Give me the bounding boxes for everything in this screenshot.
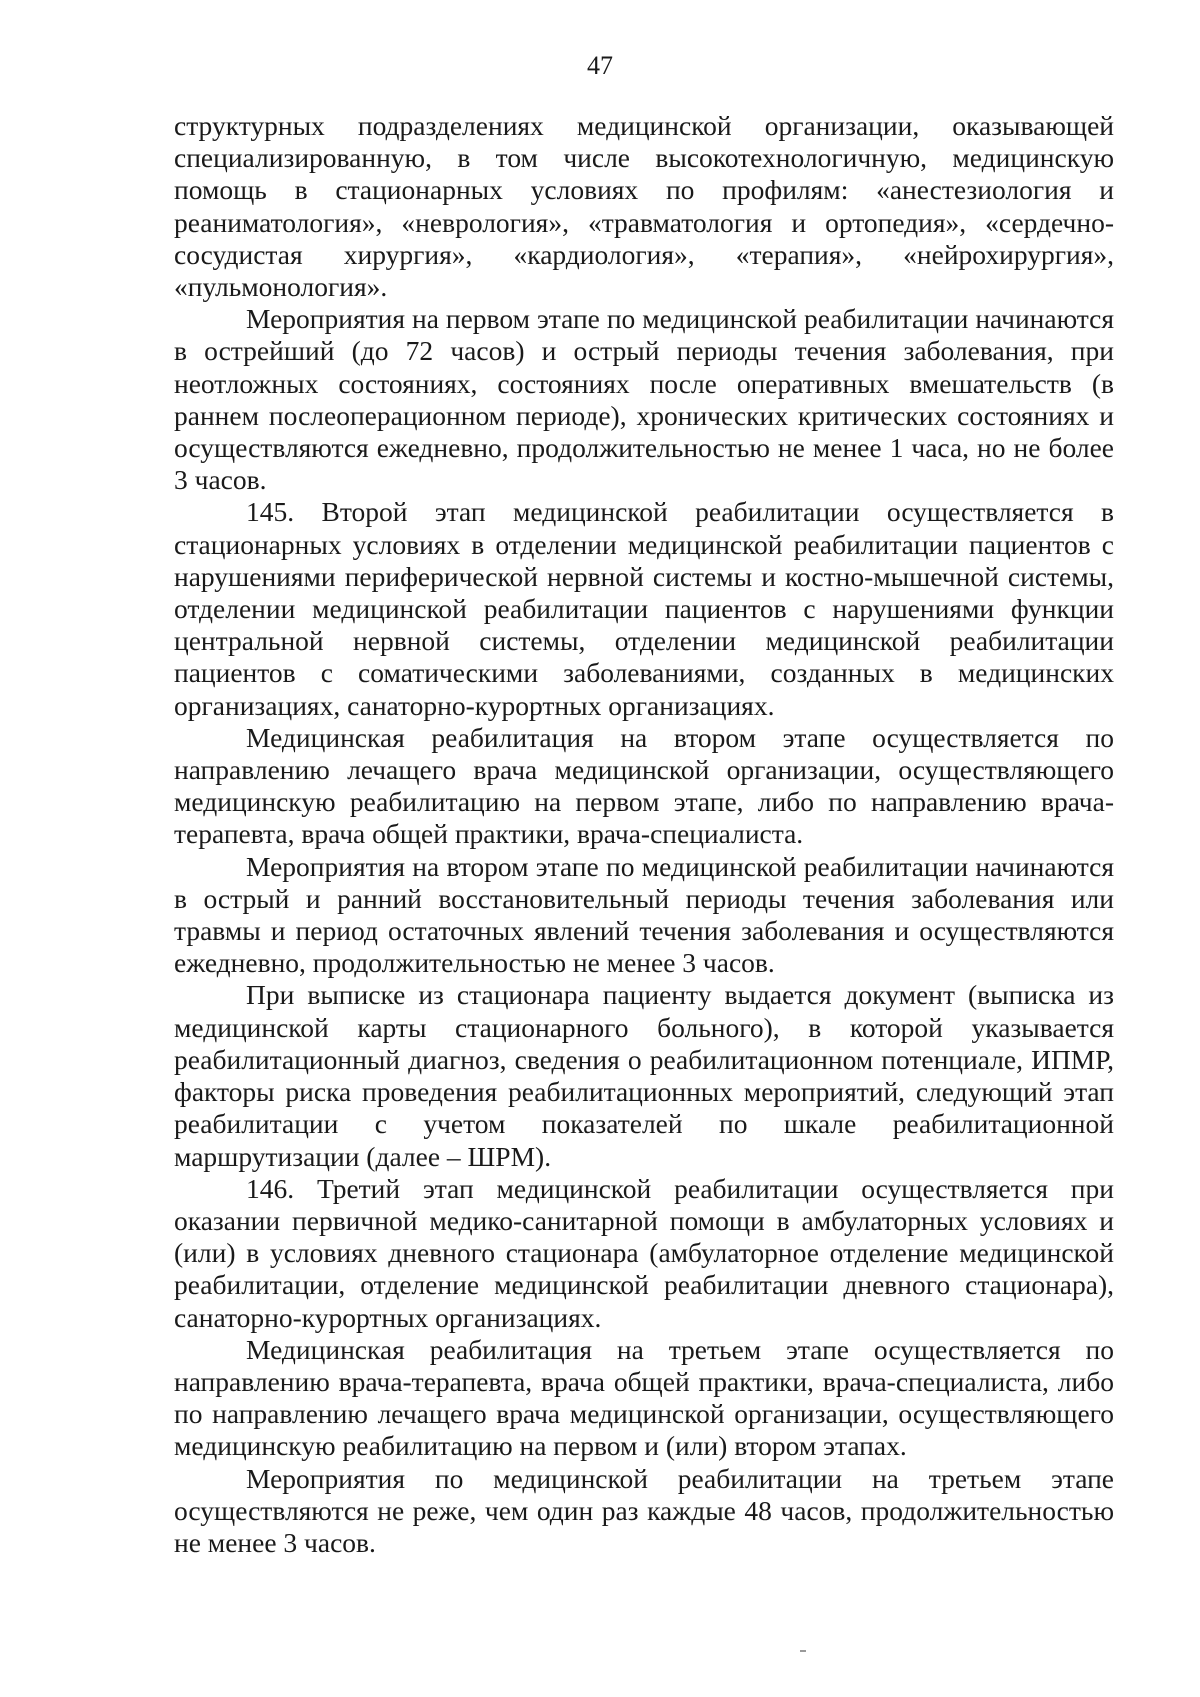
paragraph-1: структурных подразделениях медицинской организации, оказывающей специализированную, в том числе высокотехнологичную, медицинскую помощь в стационарных условиях по профилям: «анестезиология и реаниматология», «неврология», «травматология и ортопедия», «сердечно-сосудистая хирургия», «кардиология», «терапия», «нейрохирургия», «пульмонология». [174, 110, 1114, 303]
paragraph-4: Медицинская реабилитация на втором этапе осуществляется по направлению лечащего врача медицинской организации, осуществляющего медицинскую реабилитацию на первом этапе, либо по направлению врача-терапевта, врача общей практики, врача-специалиста. [174, 721, 1114, 850]
paragraph-146: 146. Третий этап медицинской реабилитации осуществляется при оказании первичной медико-санитарной помощи в амбулаторных условиях и (или) в условиях дневного стационара (амбулаторное отделение медицинской реабилитации, отделение медицинской реабилитации дневного стационара), санаторно-курортных организациях. [174, 1172, 1114, 1333]
paragraph-5: Мероприятия на втором этапе по медицинской реабилитации начинаются в острый и ранний восстановительный периоды течения заболевания или травмы и период остаточных явлений течения заболевания и осуществляются ежедневно, продолжительностью не менее 3 часов. [174, 850, 1114, 979]
paragraph-145: 145. Второй этап медицинской реабилитации осуществляется в стационарных условиях в отделении медицинской реабилитации пациентов с нарушениями периферической нервной системы и костно-мышечной системы, отделении медицинской реабилитации пациентов с нарушениями функции центральной нервной системы, отделении медицинской реабилитации пациентов с соматическими заболеваниями, созданных в медицинских организациях, санаторно-курортных организациях. [174, 496, 1114, 721]
paragraph-2: Мероприятия на первом этапе по медицинской реабилитации начинаются в острейший (до 72 часов) и острый периоды течения заболевания, при неотложных состояниях, состояниях после оперативных вмешательств (в раннем послеоперационном периоде), хронических критических состояниях и осуществляются ежедневно, продолжительностью не менее 1 часа, но не более 3 часов. [174, 303, 1114, 496]
scan-mark [800, 1650, 806, 1652]
paragraph-9: Мероприятия по медицинской реабилитации на третьем этапе осуществляются не реже, чем один раз каждые 48 часов, продолжительностью не менее 3 часов. [174, 1462, 1114, 1558]
paragraph-6: При выписке из стационара пациенту выдается документ (выписка из медицинской карты стационарного больного), в которой указывается реабилитационный диагноз, сведения о реабилитационном потенциале, ИПМР, факторы риска проведения реабилитационных мероприятий, следующий этап реабилитации с учетом показателей по шкале реабилитационной маршрутизации (далее – ШРМ). [174, 979, 1114, 1172]
document-body [174, 110, 1114, 1559]
page-number: 47 [587, 51, 613, 80]
paragraph-8: Медицинская реабилитация на третьем этапе осуществляется по направлению врача-терапевта, врача общей практики, врача-специалиста, либо по направлению лечащего врача медицинской организации, осуществляющего медицинскую реабилитацию на первом и (или) втором этапах. [174, 1333, 1114, 1462]
